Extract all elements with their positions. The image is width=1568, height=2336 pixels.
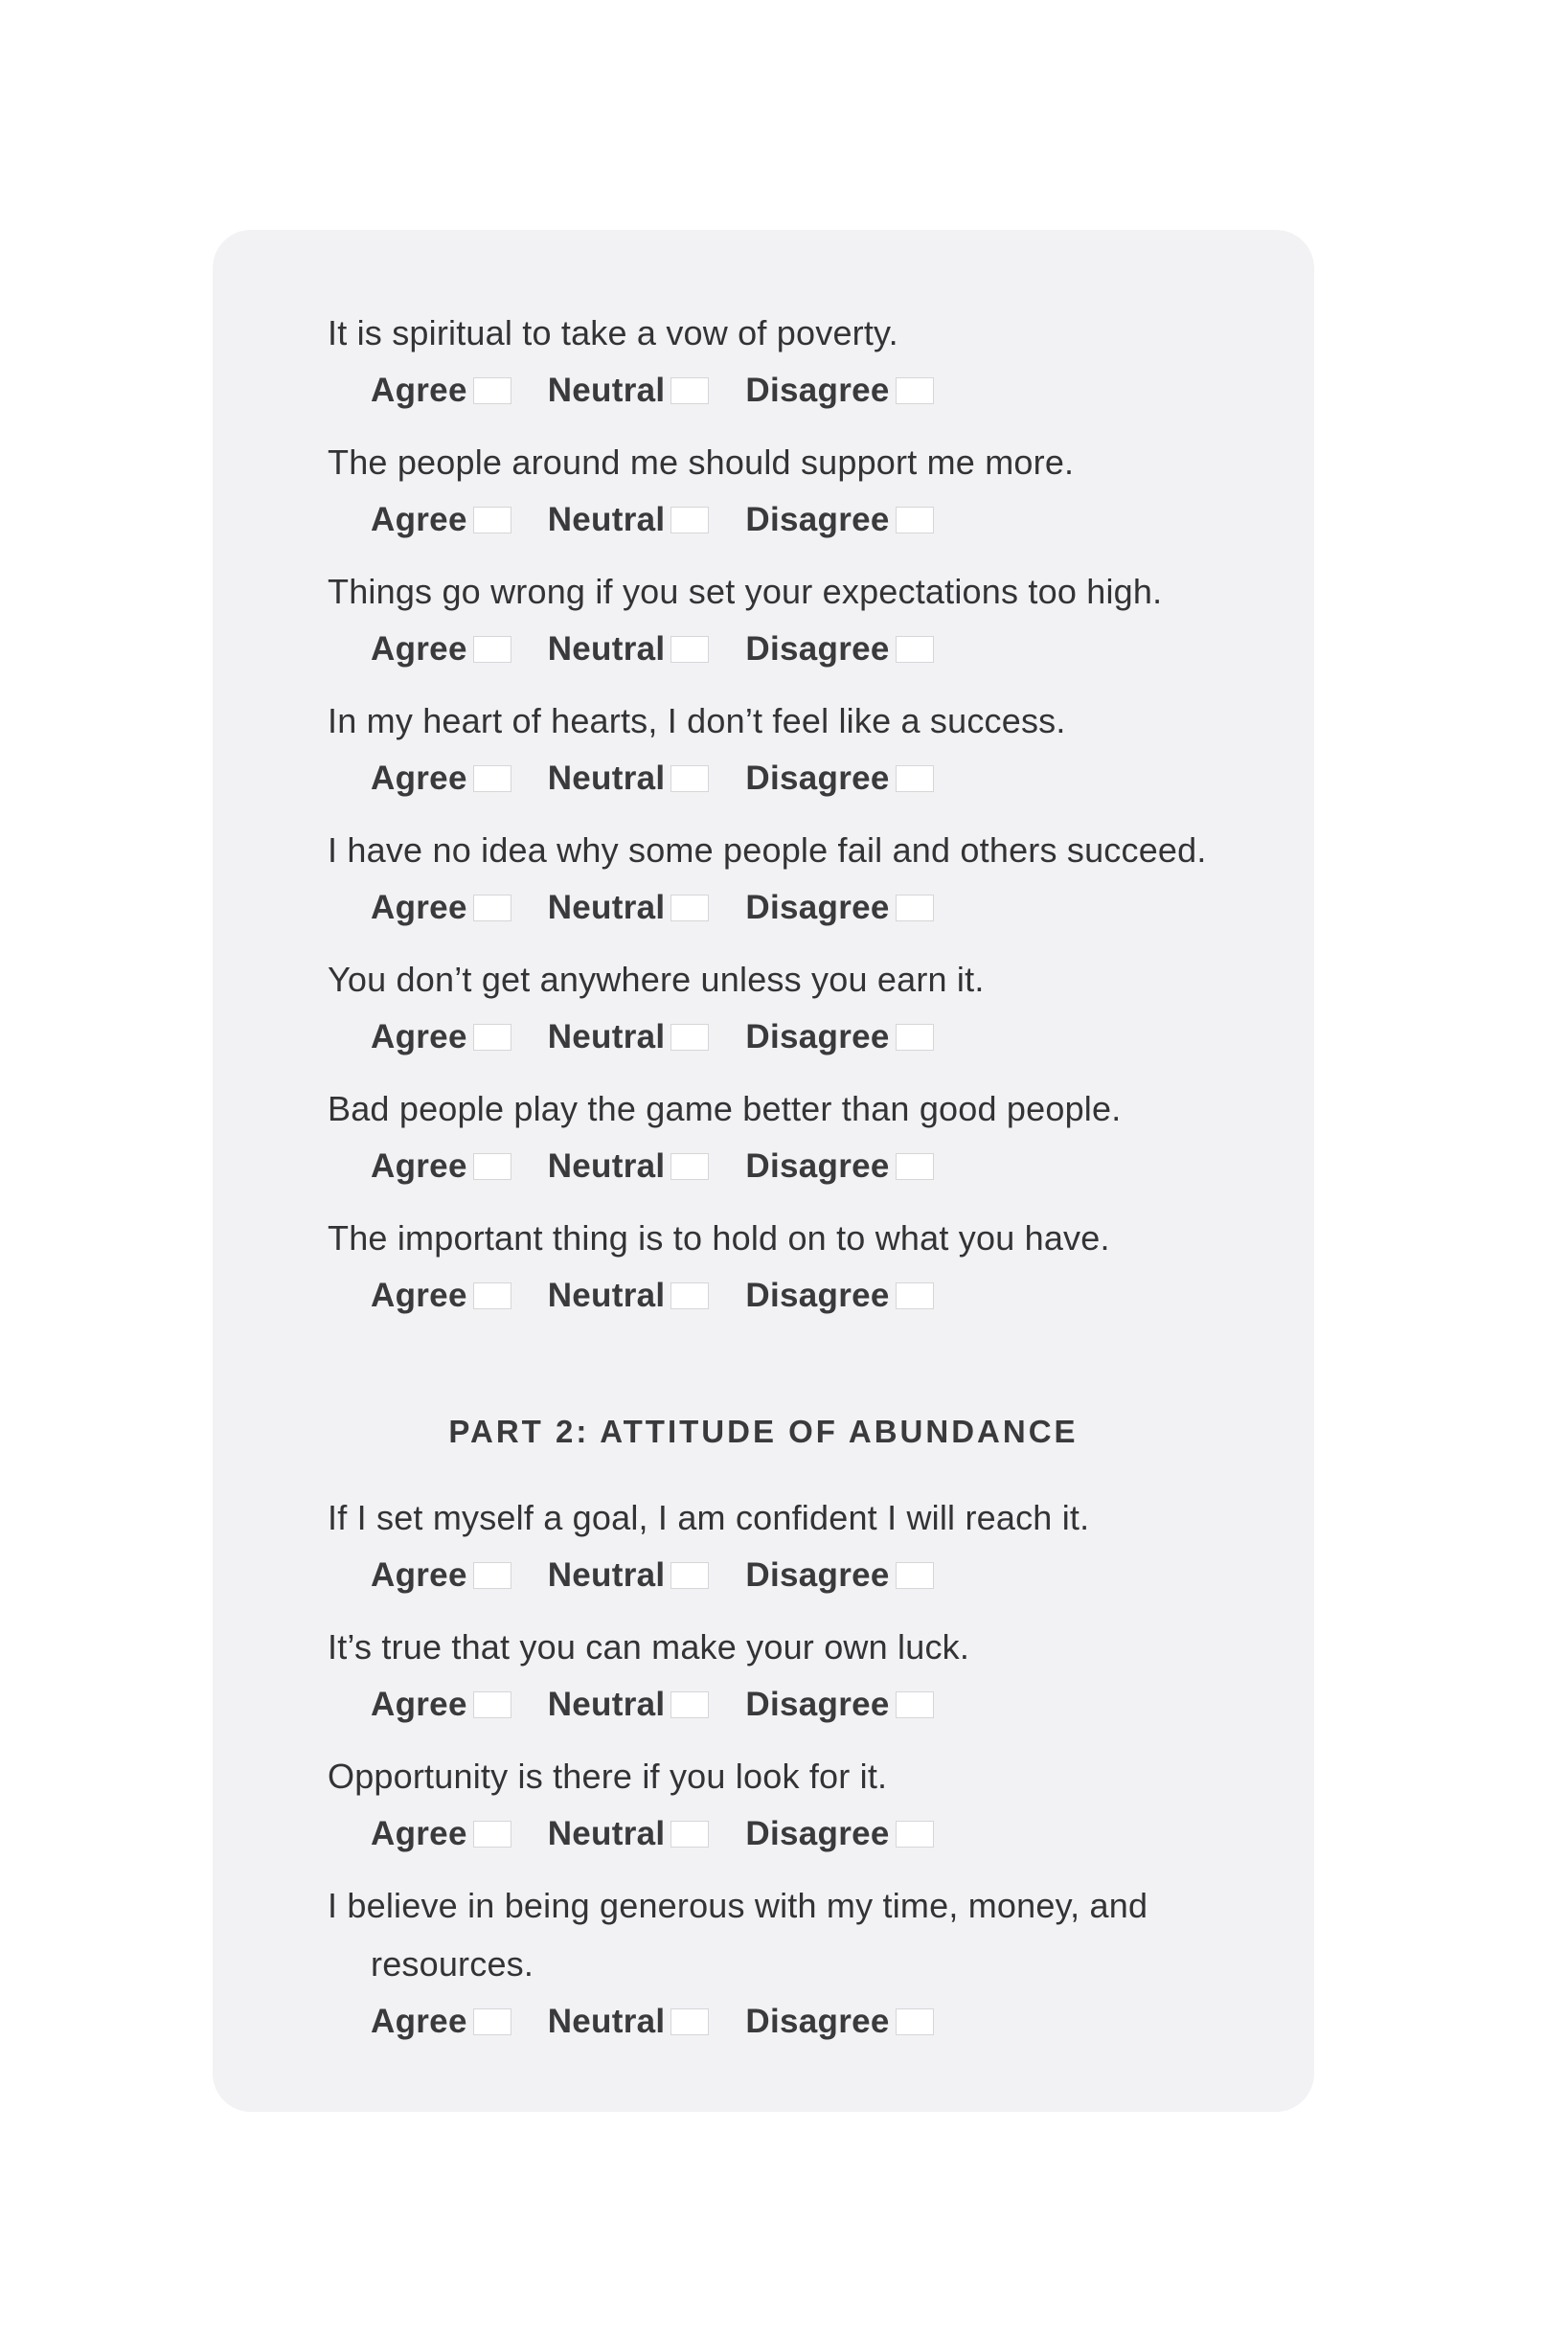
statement-item xyxy=(328,1087,1314,1189)
response-options xyxy=(328,627,1314,671)
disagree-label: Disagree xyxy=(745,760,890,797)
disagree-checkbox[interactable] xyxy=(896,1821,934,1848)
neutral-checkbox[interactable] xyxy=(670,1282,709,1309)
neutral-label: Neutral xyxy=(547,501,666,538)
disagree-label: Disagree xyxy=(745,1686,890,1723)
response-options xyxy=(328,1145,1314,1189)
agree-checkbox[interactable] xyxy=(473,765,511,792)
neutral-label: Neutral xyxy=(547,2003,666,2040)
statement-text: It’s true that you can make your own luck. xyxy=(328,1627,970,1667)
neutral-label: Neutral xyxy=(547,1277,666,1314)
statement-item xyxy=(328,1496,1314,1598)
response-options xyxy=(328,1554,1314,1598)
agree-checkbox[interactable] xyxy=(473,507,511,533)
agree-checkbox[interactable] xyxy=(473,1821,511,1848)
disagree-checkbox[interactable] xyxy=(896,1153,934,1180)
agree-label: Agree xyxy=(371,2003,467,2040)
neutral-checkbox[interactable] xyxy=(670,377,709,404)
statement-item xyxy=(328,1755,1314,1856)
agree-checkbox[interactable] xyxy=(473,1153,511,1180)
agree-checkbox[interactable] xyxy=(473,1024,511,1051)
statement-text: If I set myself a goal, I am confident I will reach it. xyxy=(328,1498,1090,1537)
neutral-label: Neutral xyxy=(547,1147,666,1185)
disagree-label: Disagree xyxy=(745,889,890,926)
agree-label: Agree xyxy=(371,760,467,797)
disagree-checkbox[interactable] xyxy=(896,1282,934,1309)
neutral-label: Neutral xyxy=(547,630,666,668)
neutral-checkbox[interactable] xyxy=(670,765,709,792)
statement-text: Opportunity is there if you look for it. xyxy=(328,1757,888,1796)
response-options xyxy=(328,2000,1314,2044)
agree-label: Agree xyxy=(371,1815,467,1852)
neutral-checkbox[interactable] xyxy=(670,1821,709,1848)
agree-checkbox[interactable] xyxy=(473,377,511,404)
statement-text: The important thing is to hold on to what you have. xyxy=(328,1218,1110,1258)
agree-checkbox[interactable] xyxy=(473,1562,511,1589)
agree-label: Agree xyxy=(371,889,467,926)
disagree-checkbox[interactable] xyxy=(896,1691,934,1718)
disagree-label: Disagree xyxy=(745,630,890,668)
statement-item xyxy=(328,958,1314,1059)
statement-item xyxy=(328,1216,1314,1318)
disagree-label: Disagree xyxy=(745,501,890,538)
agree-checkbox[interactable] xyxy=(473,1282,511,1309)
response-options xyxy=(328,1274,1314,1318)
response-options xyxy=(328,886,1314,930)
disagree-label: Disagree xyxy=(745,1147,890,1185)
statement-text: I have no idea why some people fail and others succeed. xyxy=(328,830,1207,870)
disagree-label: Disagree xyxy=(745,372,890,409)
neutral-label: Neutral xyxy=(547,1018,666,1055)
agree-checkbox[interactable] xyxy=(473,895,511,921)
agree-label: Agree xyxy=(371,1018,467,1055)
neutral-label: Neutral xyxy=(547,760,666,797)
neutral-label: Neutral xyxy=(547,372,666,409)
agree-label: Agree xyxy=(371,1277,467,1314)
disagree-label: Disagree xyxy=(745,1018,890,1055)
neutral-checkbox[interactable] xyxy=(670,1691,709,1718)
statement-text: Things go wrong if you set your expectations too high. xyxy=(328,572,1163,611)
statement-item xyxy=(328,1625,1314,1727)
disagree-checkbox[interactable] xyxy=(896,895,934,921)
statement-text: It is spiritual to take a vow of poverty. xyxy=(328,313,898,352)
response-options xyxy=(328,1683,1314,1727)
disagree-label: Disagree xyxy=(745,1277,890,1314)
statement-item xyxy=(328,570,1314,671)
neutral-checkbox[interactable] xyxy=(670,1153,709,1180)
neutral-label: Neutral xyxy=(547,1556,666,1594)
statement-line-continued: resources. xyxy=(371,1944,534,1984)
neutral-checkbox[interactable] xyxy=(670,1024,709,1051)
statement-text: You don’t get anywhere unless you earn it. xyxy=(328,960,985,999)
disagree-label: Disagree xyxy=(745,1815,890,1852)
neutral-checkbox[interactable] xyxy=(670,1562,709,1589)
disagree-label: Disagree xyxy=(745,2003,890,2040)
statement-text: Bad people play the game better than good people. xyxy=(328,1089,1122,1128)
disagree-label: Disagree xyxy=(745,1556,890,1594)
statement-text xyxy=(328,1884,1314,1986)
agree-label: Agree xyxy=(371,1686,467,1723)
neutral-label: Neutral xyxy=(547,889,666,926)
agree-label: Agree xyxy=(371,1147,467,1185)
agree-label: Agree xyxy=(371,1556,467,1594)
statement-item xyxy=(328,699,1314,801)
statement-text: The people around me should support me more. xyxy=(328,442,1075,482)
statement-text: In my heart of hearts, I don’t feel like a success. xyxy=(328,701,1066,740)
statement-item xyxy=(328,828,1314,930)
agree-label: Agree xyxy=(371,372,467,409)
agree-checkbox[interactable] xyxy=(473,636,511,663)
agree-checkbox[interactable] xyxy=(473,1691,511,1718)
agree-label: Agree xyxy=(371,630,467,668)
neutral-checkbox[interactable] xyxy=(670,507,709,533)
disagree-checkbox[interactable] xyxy=(896,507,934,533)
neutral-checkbox[interactable] xyxy=(670,895,709,921)
neutral-checkbox[interactable] xyxy=(670,2008,709,2035)
disagree-checkbox[interactable] xyxy=(896,765,934,792)
agree-label: Agree xyxy=(371,501,467,538)
statement-item xyxy=(328,441,1314,542)
disagree-checkbox[interactable] xyxy=(896,2008,934,2035)
section-heading: PART 2: ATTITUDE OF ABUNDANCE xyxy=(448,1414,1079,1449)
response-options xyxy=(328,1812,1314,1856)
statement-item xyxy=(328,311,1314,413)
questionnaire-card xyxy=(213,230,1314,2112)
disagree-checkbox[interactable] xyxy=(896,636,934,663)
disagree-checkbox[interactable] xyxy=(896,1562,934,1589)
response-options xyxy=(328,498,1314,542)
agree-checkbox[interactable] xyxy=(473,2008,511,2035)
statement-line: I believe in being generous with my time, money, and xyxy=(328,1886,1148,1925)
disagree-checkbox[interactable] xyxy=(896,1024,934,1051)
response-options xyxy=(328,1015,1314,1059)
disagree-checkbox[interactable] xyxy=(896,377,934,404)
neutral-label: Neutral xyxy=(547,1686,666,1723)
neutral-checkbox[interactable] xyxy=(670,636,709,663)
response-options xyxy=(328,757,1314,801)
statement-item xyxy=(328,1884,1314,2044)
neutral-label: Neutral xyxy=(547,1815,666,1852)
response-options xyxy=(328,369,1314,413)
